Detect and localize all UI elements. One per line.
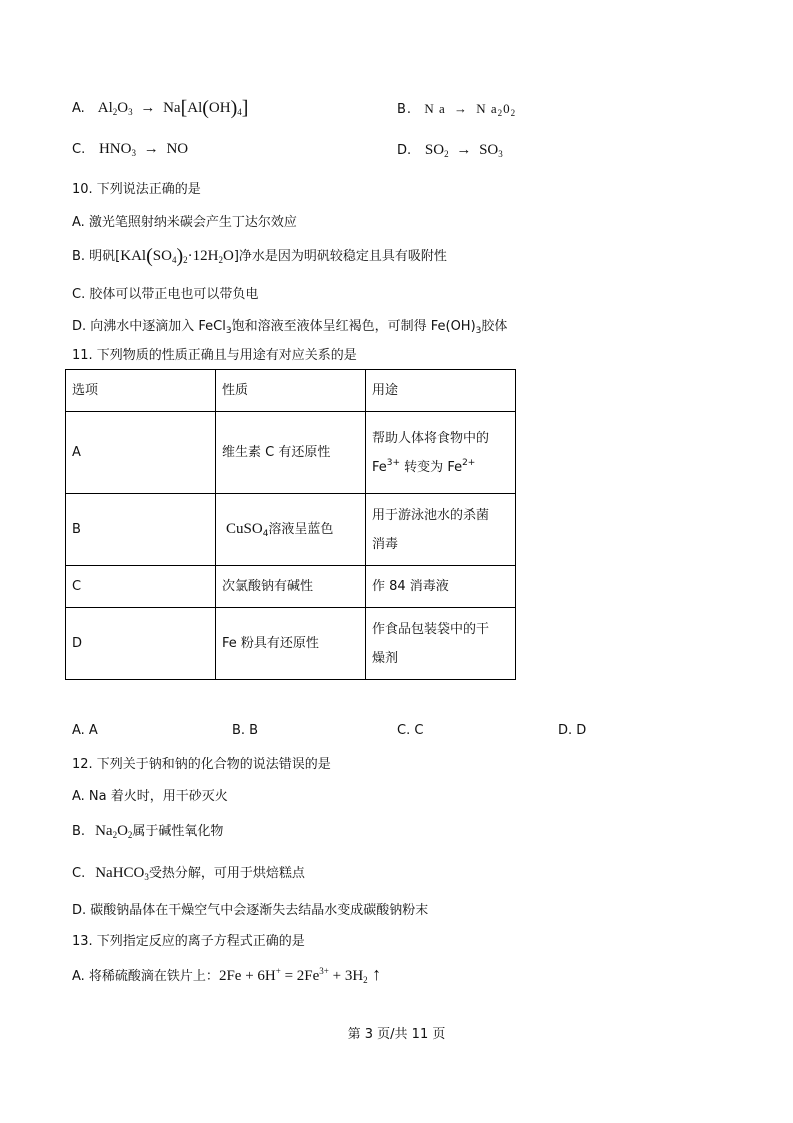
table-cell: A [66,412,216,494]
table-cell: 用于游泳池水的杀菌 消毒 [366,494,516,566]
page-footer: 第 3 页/共 11 页 [347,1027,446,1042]
formula-na2o2: $Na_2O_2$ [95,823,133,840]
table-cell: 维生素 C 有还原性 [216,412,366,494]
option-label: C. [72,142,86,157]
ionic-equation: $2Fe + 6H^+ = 2Fe^{3+} + 3H_2$ ↑ [218,964,382,985]
q11-stem: 11. 下列物质的性质正确且与用途有对应关系的是 [72,348,357,363]
q10-stem: 10. 下列说法正确的是 [72,182,201,197]
arrow-icon: → [453,101,468,116]
table-row [66,608,516,680]
formula-na: N a [424,101,446,116]
formula-so3: $SO_3$ [479,142,503,159]
table-row [66,494,516,566]
q10-option-a: A. 激光笔照射纳米碳会产生丁达尔效应 [72,215,297,230]
arrow-icon: → [143,141,159,157]
table-cell: 作 84 消毒液 [366,566,516,608]
formula-na-al-oh4: $Na[Al(OH)_4]$ [163,97,249,119]
q13-option-a: A. 将稀硫酸滴在铁片上：$2Fe + 6H^+ = 2Fe^{3+} + 3H_2$ ↑ [72,964,382,985]
q9-option-c [72,141,188,158]
table-cell: 次氯酸钠有碱性 [216,566,366,608]
formula-al2o3: $Al_2O_3$ [97,100,133,117]
q10-option-c: C. 胶体可以带正电也可以带负电 [72,287,259,302]
formula-hno3: $HNO_3$ [98,141,136,158]
option-text: ]净水是因为明矾较稳定且具有吸附性 [233,249,447,264]
arrow-icon: → [140,100,156,116]
table-header-cell: 用途 [366,370,516,412]
q10-option-d: D. 向沸水中逐滴加入 FeCl$_3$饱和溶液至液体呈红褐色，可制得 $Fe(OH)_3$胶体 [72,319,508,336]
table-cell: B [66,494,216,566]
formula-so2: $SO_2$ [424,142,449,159]
table-header-cell: 性质 [216,370,366,412]
q12-option-d: D. 碳酸钠晶体在干燥空气中会逐渐失去结晶水变成碳酸钠粉末 [72,903,429,918]
table-cell: D [66,608,216,680]
table-cell: 作食品包装袋中的干 燥剂 [366,608,516,680]
formula-alum: $KAl(SO_4)_2\cdot 12H_2O$ [120,245,234,267]
answer-option-a: A. A [72,723,98,738]
formula-nahco3: NaHCO$_3$ [95,865,149,882]
table-cell: CuSO$_4$溶液呈蓝色 [216,494,366,566]
q13-stem: 13. 下列指定反应的离子方程式正确的是 [72,934,305,949]
q12-option-c: C. NaHCO$_3$受热分解，可用于烘焙糕点 [72,865,305,882]
formula-na2o2: N $a_20_2$ [476,101,517,118]
q12-option-b: B. $Na_2O_2$属于碱性氧化物 [72,823,224,840]
table-header-cell: 选项 [66,370,216,412]
table-header-row [66,370,516,412]
option-label: D. [397,143,412,158]
table-row [66,566,516,608]
option-label: A. [72,101,85,116]
arrow-icon: → [456,142,472,158]
q12-option-a: A. Na 着火时，用干砂灭火 [72,789,228,804]
option-text: B. 明矾[ [72,249,121,264]
q9-option-d [397,142,503,159]
q11-table [65,369,516,680]
table-cell: 帮助人体将食物中的 $Fe^{3+}$ 转变为 $Fe^{2+}$ [366,412,516,494]
q9-option-a [72,97,248,120]
q10-option-b [72,245,447,268]
answer-option-c: C. C [397,723,424,738]
table-row [66,412,516,494]
q12-stem: 12. 下列关于钠和钠的化合物的说法错误的是 [72,757,331,772]
formula-no: NO [166,141,189,157]
q9-option-b [397,101,516,117]
table-cell: C [66,566,216,608]
table-cell: Fe 粉具有还原性 [216,608,366,680]
option-label: B. [397,102,413,117]
answer-option-d: D. D [558,723,587,738]
answer-option-b: B. B [232,723,259,738]
